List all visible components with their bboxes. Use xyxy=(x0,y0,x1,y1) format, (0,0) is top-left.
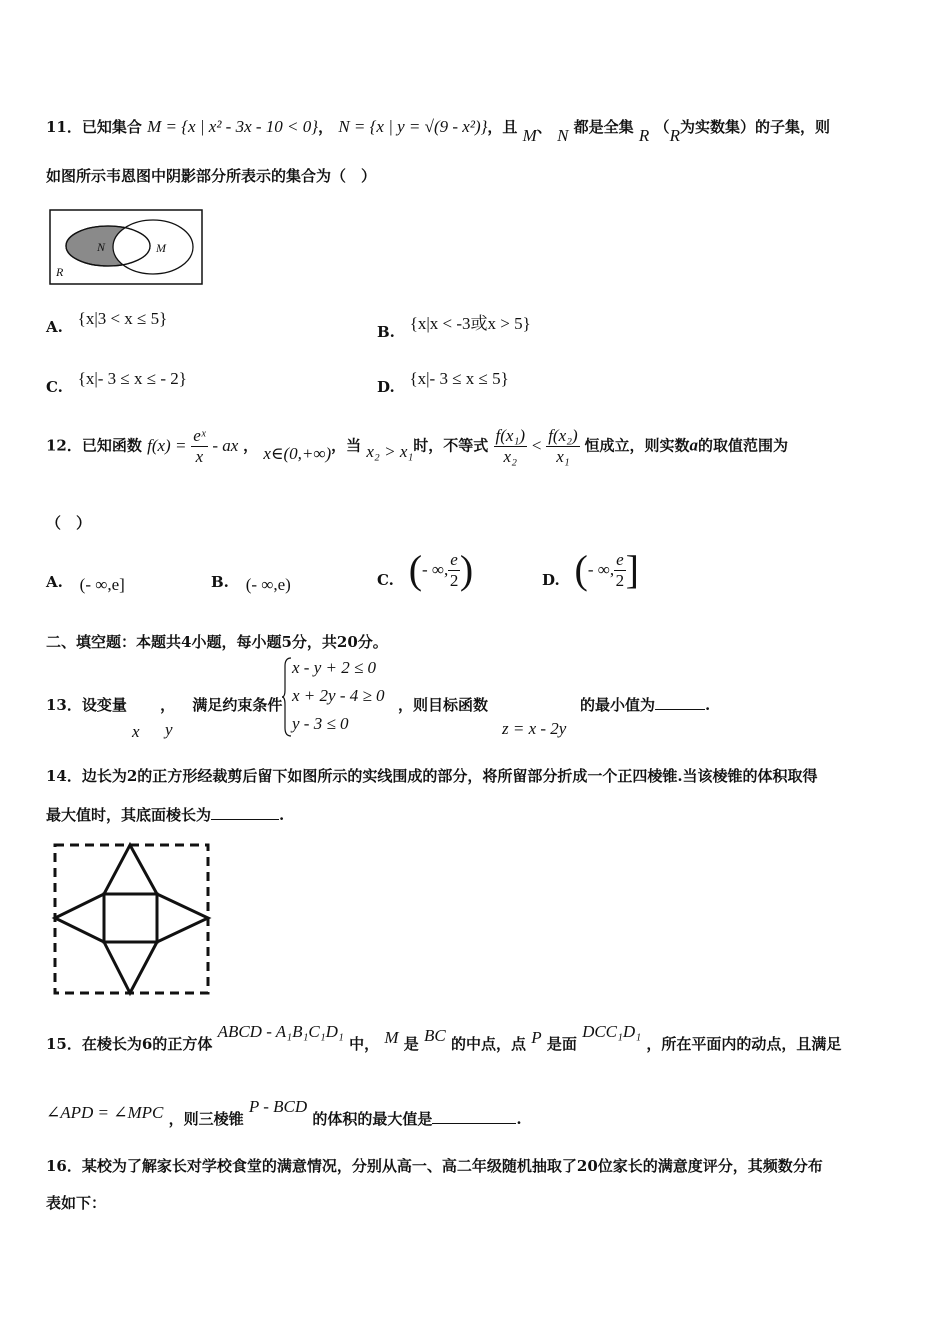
top-triangle xyxy=(104,845,157,894)
q11-number: 11． xyxy=(46,118,82,136)
section-2-heading: 二、填空题：本题共4小题，每小题5分，共20分。 xyxy=(46,633,388,651)
angle-condition: ∠APD = ∠MPC xyxy=(46,1103,164,1122)
constraint-3: y - 3 ≤ 0 xyxy=(292,714,349,733)
q12-option-a[interactable]: A. (- ∞,e] xyxy=(46,573,125,594)
q14-line2: 最大值时，其底面棱长为 . xyxy=(46,806,285,824)
left-triangle xyxy=(55,894,104,942)
face-name: DCC₁D₁ xyxy=(582,1022,642,1041)
inequality: $\frac{\text{f(x₁)}}{\text{x₂}}$ < $\frac{\text{f(x₂)}}{\text{x₁}}$ xyxy=(495,426,578,466)
square-cut-figure xyxy=(50,840,212,998)
q13-answer: 的最小值为 . xyxy=(580,696,711,714)
center-square xyxy=(104,894,157,942)
q13-line: 13．设变量 ， 满足约束条件 xyxy=(46,696,283,714)
q12-option-b[interactable]: B. (- ∞,e) xyxy=(211,573,291,594)
q15-line1: 15．在棱长为6的正方体 ABCD - A₁B₁C₁D₁ 中， M 是 BC 的中点，点 P 是面 DCC₁D₁ ，所在平面内的动点，且满足 xyxy=(46,1022,842,1053)
q11-option-d[interactable]: D. {x|- 3 ≤ x ≤ 5} xyxy=(377,369,509,396)
q11-option-c[interactable]: C. {x|- 3 ≤ x ≤ - 2} xyxy=(46,369,187,396)
objective-function: z = x - 2y xyxy=(502,719,567,738)
q11-option-b[interactable]: B. {x|x < -3或x > 5} xyxy=(377,314,531,341)
q11-line2: 如图所示韦恩图中阴影部分所表示的集合为（ ） xyxy=(46,167,377,185)
constraint-1: x - y + 2 ≤ 0 xyxy=(292,658,377,677)
q12-option-d[interactable]: D. (- ∞, $\frac{e}{2}$ ] xyxy=(542,547,639,592)
answer-blank-14[interactable] xyxy=(211,804,279,820)
set-N-definition: N = {x | y = √(9 - x²)} xyxy=(338,117,488,136)
q15-line2: ∠APD = ∠MPC ，则三棱锥 P - BCD 的体积的最大值是 . xyxy=(46,1097,522,1128)
venn-diagram xyxy=(48,208,204,286)
function-definition: f(x) = $\frac{\text{eˣ}}{x}$ - ax xyxy=(147,426,239,466)
cube-name: ABCD - A₁B₁C₁D₁ xyxy=(217,1022,344,1041)
answer-blank-13[interactable] xyxy=(655,694,705,710)
q12-option-c[interactable]: C. (- ∞, $\frac{e}{2}$ ) xyxy=(377,547,474,592)
var-x: x xyxy=(132,722,140,741)
q16-number: 16． xyxy=(46,1157,82,1175)
q13-objective-text: ，则目标函数 xyxy=(398,696,489,714)
pyramid-name: P - BCD xyxy=(248,1097,308,1116)
constraint-2: x + 2y - 4 ≥ 0 xyxy=(292,686,385,705)
q12-number: 12． xyxy=(46,436,82,455)
q11-option-a[interactable]: A. {x|3 < x ≤ 5} xyxy=(46,309,168,336)
constraint-brace xyxy=(282,656,292,738)
q12-line1: 12．已知函数 f(x) = $\frac{\text{eˣ}}{x}$ - ax ， x∈(0,+∞)，当 x₂ > x₁时，不等式 $\frac{\text{f(x₁)}}{\text{x₂}}$ < $\frac{\text{f(x₂)}}{\text{x₁}}$ 恒成立，则实数a的取值范围为 xyxy=(46,426,789,466)
q14-number: 14． xyxy=(46,767,82,785)
q16-line1: 16．某校为了解家长对学校食堂的满意情况，分别从高一、高二年级随机抽取了20位家长的满意度评分，其频数分布 xyxy=(46,1157,823,1175)
bottom-triangle xyxy=(104,942,157,993)
set-M-definition: M = {x | x² - 3x - 10 < 0} xyxy=(147,117,319,136)
right-triangle xyxy=(157,894,208,942)
venn-label-R: R xyxy=(56,265,64,279)
venn-label-M: M xyxy=(156,241,166,255)
q16-line2: 表如下： xyxy=(46,1194,107,1212)
venn-label-N: N xyxy=(97,240,106,254)
var-y: y xyxy=(165,720,173,739)
q15-number: 15． xyxy=(46,1035,82,1053)
q11-line1: 11．已知集合 M = {x | x² - 3x - 10 < 0}， N = {x | y = √(9 - x²)}，且 M、 N 都是全集 R （R为实数集）的子集，则 xyxy=(46,117,830,145)
q14-line1: 14．边长为2的正方形经裁剪后留下如图所示的实线围成的部分，将所留部分折成一个正四棱锥.当该棱锥的体积取得 xyxy=(46,767,818,785)
R-symbol: R xyxy=(669,126,680,145)
q13-number: 13． xyxy=(46,696,82,714)
answer-blank-15[interactable] xyxy=(432,1108,516,1124)
q12-paren: （ ） xyxy=(46,514,92,532)
